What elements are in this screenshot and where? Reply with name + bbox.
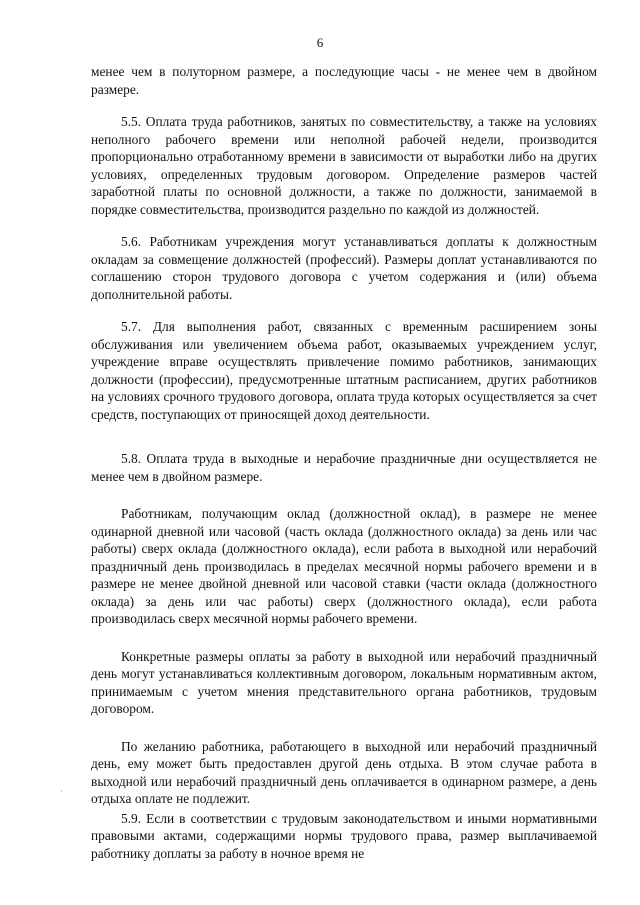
paragraph-5-8: 5.8. Оплата труда в выходные и нерабочие праздничные дни осуществляется не менее чем в двойном размере. bbox=[91, 451, 597, 484]
paragraph-5-5: 5.5. Оплата труда работников, занятых по совместительству, а также на условиях неполного рабочего времени или неполной рабочей недели, производится пропорционально отработанному времени в зависимости от выработки либо на других условиях, определенных трудовым договором. Определение размеров частей заработной платы по основной должности, а также по должности, занимаемой в порядке совместительства, производится раздельно по каждой из должностей. bbox=[91, 114, 597, 217]
paragraph-5-6: 5.6. Работникам учреждения могут устанавливаться доплаты к должностным окладам за совмещение должностей (профессий). Размеры доплат устанавливаются по соглашению сторон трудового договора с учетом содержания и (или) объема дополнительной работы. bbox=[91, 234, 597, 302]
paragraph-specific-amounts: Конкретные размеры оплаты за работу в выходной или нерабочий праздничный день могут устанавливаться коллективным договором, локальным нормативным актом, принимаемым с учетом мнения представительного органа работников, трудовым договором. bbox=[91, 648, 597, 716]
paragraph-weekend-pay: Работникам, получающим оклад (должностной оклад), в размере не менее одинарной дневной или часовой (часть оклада (должностного оклада) за день или час работы) сверх оклада (должностного оклада), если работа в выходной или нерабочий праздничный день производилась в пределах месячной нормы рабочего времени и в размере не менее двойной дневной или часовой ставки (части оклада (должностного оклада) за день или час работы) сверх (должностного оклада), если работа производилась сверх месячной нормы рабочего времени. bbox=[91, 506, 597, 626]
paragraph-day-off: По желанию работника, работающего в выходной или нерабочий праздничный день, ему может быть предоставлен другой день отдыха. В этом случае работа в выходной или нерабочий праздничный день оплачивается в одинарном размере, а день отдыха оплате не подлежит. bbox=[91, 738, 597, 806]
paragraph-5-9: 5.9. Если в соответствии с трудовым законодательством и иными нормативными правовыми актами, содержащими нормы трудового права, размер выплачиваемой работнику доплаты за работу в ночное время не bbox=[91, 810, 597, 861]
paragraph-5-7: 5.7. Для выполнения работ, связанных с временным расширением зоны обслуживания или увеличением объема работ, оказываемых учреждением услуг, учреждение вправе осуществлять привлечение помимо работников, занимающих должности (профессии), предусмотренные штатным расписанием, других работников на условиях срочного трудового договора, оплата труда которых осуществляется за счет средств, поступающих от приносящей доход деятельности. bbox=[91, 319, 597, 422]
margin-scan-mark: · bbox=[60, 786, 63, 796]
document-body bbox=[91, 63, 597, 862]
paragraph-continuation: менее чем в полуторном размере, а последующие часы - не менее чем в двойном размере. bbox=[91, 64, 597, 97]
page-number: 6 bbox=[316, 35, 324, 50]
